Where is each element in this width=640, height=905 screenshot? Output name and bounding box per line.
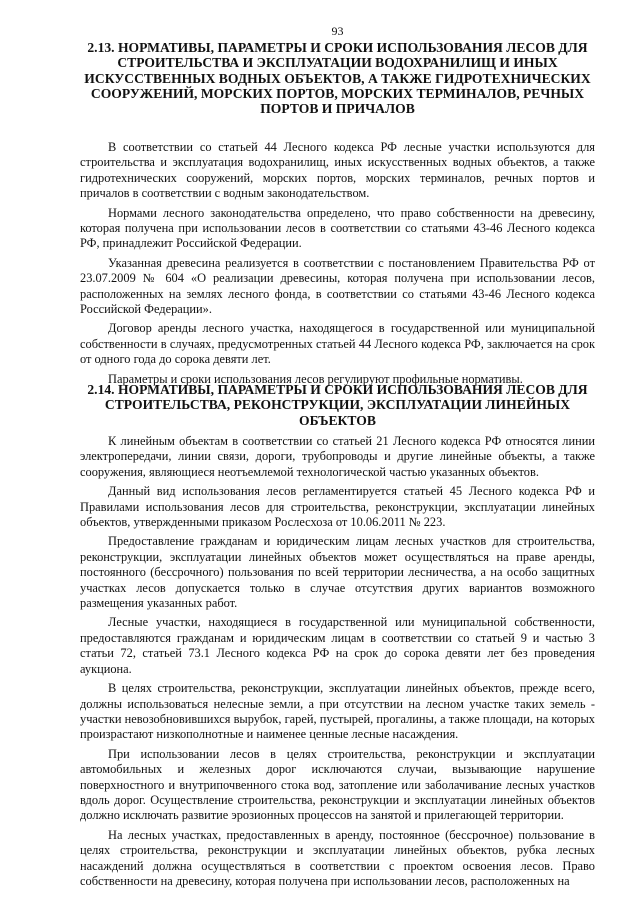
- paragraph: Лесные участки, находящиеся в государственной или муниципальной собственности, предоставляются гражданам и юридическим лицам в соответствии со статьей 9 и частью 3 статьи 72, статьей 73.1 Лесного кодекса РФ на срок до сорока девяти лет без проведения аукциона.: [80, 615, 595, 676]
- section-heading-2-13: 2.13. НОРМАТИВЫ, ПАРАМЕТРЫ И СРОКИ ИСПОЛЬЗОВАНИЯ ЛЕСОВ ДЛЯ СТРОИТЕЛЬСТВА И ЭКСПЛУАТАЦИИ ВОДОХРАНИЛИЩ И ИНЫХ ИСКУССТВЕННЫХ ВОДНЫХ ОБЪЕКТОВ, А ТАКЖЕ ГИДРОТЕХНИЧЕСКИХ СООРУЖЕНИЙ, МОРСКИХ ПОРТОВ, МОРСКИХ ТЕРМИНАЛОВ, РЕЧНЫХ ПОРТОВ И ПРИЧАЛОВ: [84, 40, 591, 117]
- paragraph: В целях строительства, реконструкции, эксплуатации линейных объектов, прежде всего, должны использоваться нелесные земли, а при отсутствии на лесном участке таких земель - участки невозобновившихся вырубок, гарей, пустырей, прогалины, а также площади, на которых произрастают низкополнотные и наименее ценные лесные насаждения.: [80, 681, 595, 742]
- paragraph: Нормами лесного законодательства определено, что право собственности на древесину, которая получена при использовании лесов в соответствии со статьями 43-46 Лесного кодекса РФ, принадлежит Российской Федерации.: [80, 205, 595, 251]
- page-number: 93: [331, 24, 344, 38]
- paragraph: Предоставление гражданам и юридическим лицам лесных участков для строительства, реконструкции, эксплуатации линейных объектов может осуществляться на праве аренды, постоянного (бессрочного) пользования по всей территории лесничества, а на особо защитных участках лесов допускается только в случае отсутствия других вариантов возможного размещения указанных работ.: [80, 534, 595, 611]
- paragraph: На лесных участках, предоставленных в аренду, постоянное (бессрочное) пользование в целях строительства, реконструкции и эксплуатации линейных объектов, рубка лесных насаждений должна осуществляться в соответствии с проектом освоения лесов. Право собственности на древесину, которая получена при использовании лесов, расположенных на: [80, 827, 595, 888]
- paragraph: К линейным объектам в соответствии со статьей 21 Лесного кодекса РФ относятся линии электропередачи, линии связи, дороги, трубопроводы и другие линейные объекты, а также сооружения, являющиеся неотъемлемой технологической частью указанных объектов.: [80, 434, 595, 479]
- paragraph: Указанная древесина реализуется в соответствии с постановлением Правительства РФ от 23.07.2009 № 604 «О реализации древесины, которая получена при использовании лесов, расположенных на землях лесного фонда, в соответствии со статьями 43-46 Лесного кодекса Российской Федерации».: [80, 255, 595, 317]
- paragraph: Данный вид использования лесов регламентируется статьей 45 Лесного кодекса РФ и Правилами использования лесов для строительства, реконструкции, эксплуатации линейных объектов, утвержденными приказом Рослесхоза от 10.06.2011 № 223.: [80, 484, 595, 530]
- paragraph: Параметры и сроки использования лесов регулируют профильные нормативы.: [108, 371, 523, 386]
- paragraph: Договор аренды лесного участка, находящегося в государственной или муниципальной собственности в случаях, предусмотренных статьей 44 Лесного кодекса РФ, заключается на срок от одного года до сорока девяти лет.: [80, 321, 595, 367]
- section-heading-2-14: 2.14. НОРМАТИВЫ, ПАРАМЕТРЫ И СРОКИ ИСПОЛЬЗОВАНИЯ ЛЕСОВ ДЛЯ СТРОИТЕЛЬСТВА, РЕКОНСТРУКЦИИ, ЭКСПЛУАТАЦИИ ЛИНЕЙНЫХ ОБЪЕКТОВ: [87, 382, 588, 428]
- section-body-2-13: [80, 140, 595, 391]
- paragraph: В соответствии со статьей 44 Лесного кодекса РФ лесные участки используются для строительства и эксплуатация водохранилищ, иных искусственных водных объектов, а также гидротехнических сооружений, морских портов, морских терминалов, речных портов и причалов в соответствии с водным законодательством.: [80, 140, 595, 201]
- section-body-2-14: [80, 434, 595, 893]
- paragraph: При использовании лесов в целях строительства, реконструкции и эксплуатации автомобильных и железных дорог исключаются случаи, вызывающие нарушение поверхностного и внутрипочвенного стока вод, затопление или заболачивание лесных участков вдоль дорог. Осуществление строительства, реконструкции и эксплуатации линейных объектов должно исключать развитие эрозионных процессов на занятой и прилегающей территории.: [80, 746, 595, 823]
